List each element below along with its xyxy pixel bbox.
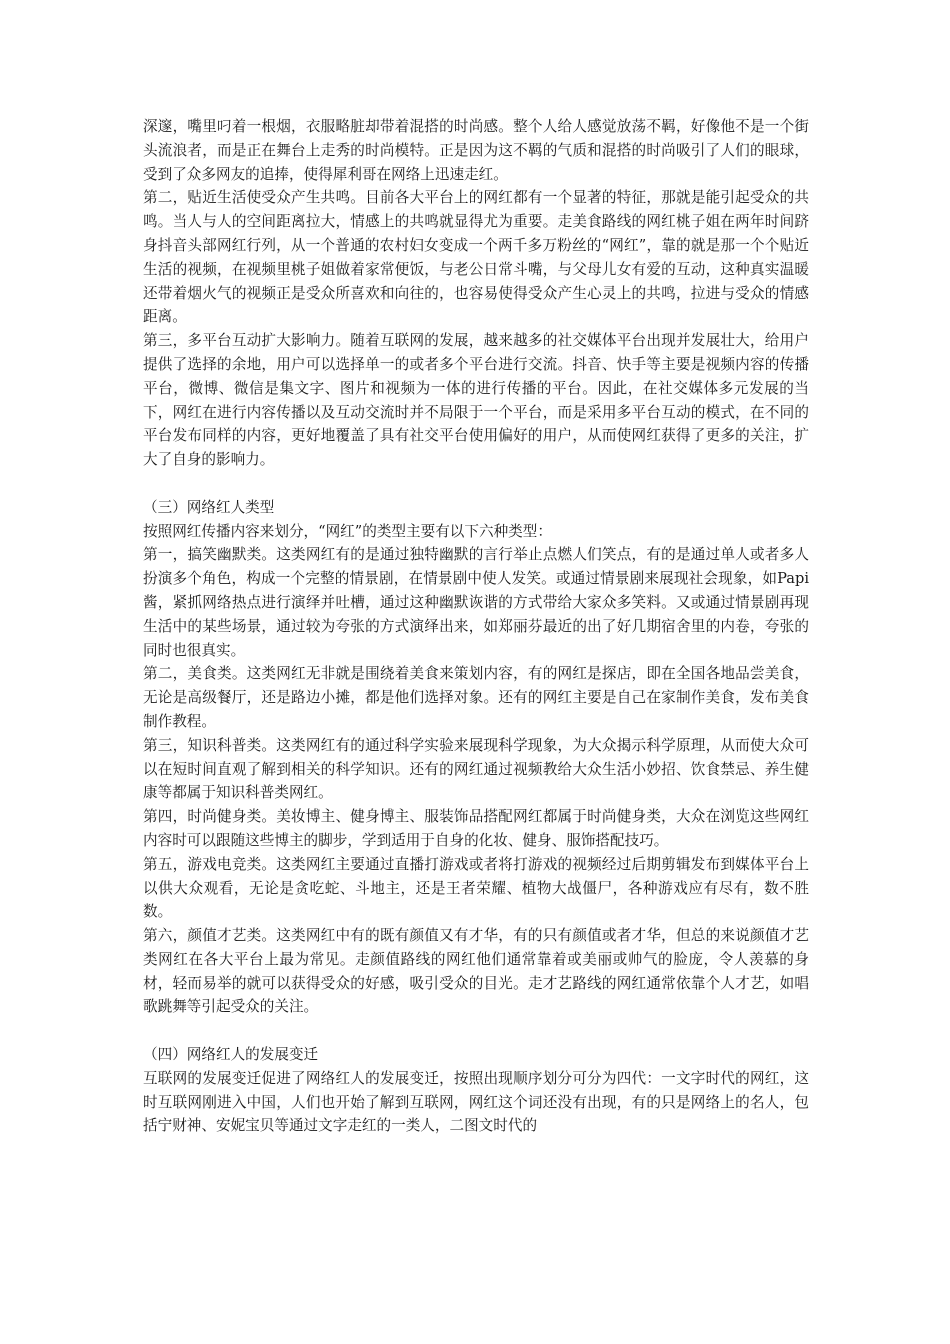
paragraph-type-2: 第二，美食类。这类网红无非就是围绕着美食来策划内容，有的网红是探店，即在全国各地品尝美食，无论是高级餐厅，还是路边小摊，都是他们选择对象。还有的网红主要是自己在家制作美食，发布美食制作教程。 xyxy=(143,665,809,730)
blank-line xyxy=(143,472,809,496)
blank-line xyxy=(143,1019,809,1043)
paragraph-types-intro: 按照网红传播内容来划分，“网红”的类型主要有以下六种类型： xyxy=(143,522,552,540)
document-page xyxy=(143,115,809,1138)
section-heading-types: （三）网络红人类型 xyxy=(143,498,275,516)
paragraph-intro-2: 第二，贴近生活使受众产生共鸣。目前各大平台上的网红都有一个显著的特征，那就是能引起受众的共鸣。当人与人的空间距离拉大，情感上的共鸣就显得尤为重要。走美食路线的网红桃子姐在两年时间跻身抖音头部网红行列，从一个普通的农村妇女变成一个两千多万粉丝的“网红”，靠的就是那一个个贴近生活的视频，在视频里桃子姐做着家常便饭，与老公日常斗嘴，与父母儿女有爱的互动，这种真实温暖还带着烟火气的视频正是受众所喜欢和向往的，也容易使得受众产生心灵上的共鸣，拉进与受众的情感距离。 xyxy=(143,189,809,326)
paragraph-intro-1: 深邃，嘴里叼着一根烟，衣服略脏却带着混搭的时尚感。整个人给人感觉放荡不羁，好像他不是一个街头流浪者，而是正在舞台上走秀的时尚模特。正是因为这不羁的气质和混搭的时尚吸引了人们的眼球，受到了众多网友的追捧，使得犀利哥在网络上迅速走红。 xyxy=(143,118,809,183)
paragraph-history-1: 互联网的发展变迁促进了网络红人的发展变迁，按照出现顺序划分可分为四代：一文字时代的网红，这时互联网刚进入中国，人们也开始了解到互联网，网红这个词还没有出现，有的只是网络上的名人，包括宁财神、安妮宝贝等通过文字走红的一类人，二图文时代的 xyxy=(143,1069,809,1135)
paragraph-type-3: 第三，知识科普类。这类网红有的通过科学实验来展现科学现象，为大众揭示科学原理，从而使大众可以在短时间直观了解到相关的科学知识。还有的网红通过视频教给大众生活小妙招、饮食禁忌、养生健康等都属于知识科普类网红。 xyxy=(143,736,809,802)
paragraph-intro-3: 第三，多平台互动扩大影响力。随着互联网的发展，越来越多的社交媒体平台出现并发展壮大，给用户提供了选择的余地，用户可以选择单一的或者多个平台进行交流。抖音、快手等主要是视频内容的传播平台，微博、微信是集文字、图片和视频为一体的进行传播的平台。因此，在社交媒体多元发展的当下，网红在进行内容传播以及互动交流时并不局限于一个平台，而是采用多平台互动的模式，在不同的平台发布同样的内容，更好地覆盖了具有社交平台使用偏好的用户，从而使网红获得了更多的关注，扩大了自身的影响力。 xyxy=(143,332,809,469)
paragraph-type-4: 第四，时尚健身类。美妆博主、健身博主、服装饰品搭配网红都属于时尚健身类，大众在浏览这些网红内容时可以跟随这些博主的脚步，学到适用于自身的化妆、健身、服饰搭配技巧。 xyxy=(143,808,809,849)
paragraph-type-1: 第一，搞笑幽默类。这类网红有的是通过独特幽默的言行举止点燃人们笑点，有的是通过单人或者多人扮演多个角色，构成一个完整的情景剧，在情景剧中使人发笑。或通过情景剧来展现社会现象，如Papi酱，紧抓网络热点进行演绎并吐槽，通过这种幽默诙谐的方式带给大家众多笑料。又或通过情景剧再现生活中的某些场景，通过较为夸张的方式演绎出来，如郑丽芬最近的出了好几期宿舍里的内卷，夸张的同时也很真实。 xyxy=(143,546,809,659)
paragraph-type-6: 第六，颜值才艺类。这类网红中有的既有颜值又有才华，有的只有颜值或者才华，但总的来说颜值才艺类网红在各大平台上最为常见。走颜值路线的网红他们通常靠着或美丽或帅气的脸庞，令人羡慕的身材，轻而易举的就可以获得受众的好感，吸引受众的目光。走才艺路线的网红通常依靠个人才艺，如唱歌跳舞等引起受众的关注。 xyxy=(143,927,809,1016)
section-heading-history: （四）网络红人的发展变迁 xyxy=(143,1046,319,1064)
paragraph-type-5: 第五，游戏电竞类。这类网红主要通过直播打游戏或者将打游戏的视频经过后期剪辑发布到媒体平台上以供大众观看，无论是贪吃蛇、斗地主，还是王者荣耀、植物大战僵尸，各种游戏应有尽有，数不胜数。 xyxy=(143,855,809,921)
